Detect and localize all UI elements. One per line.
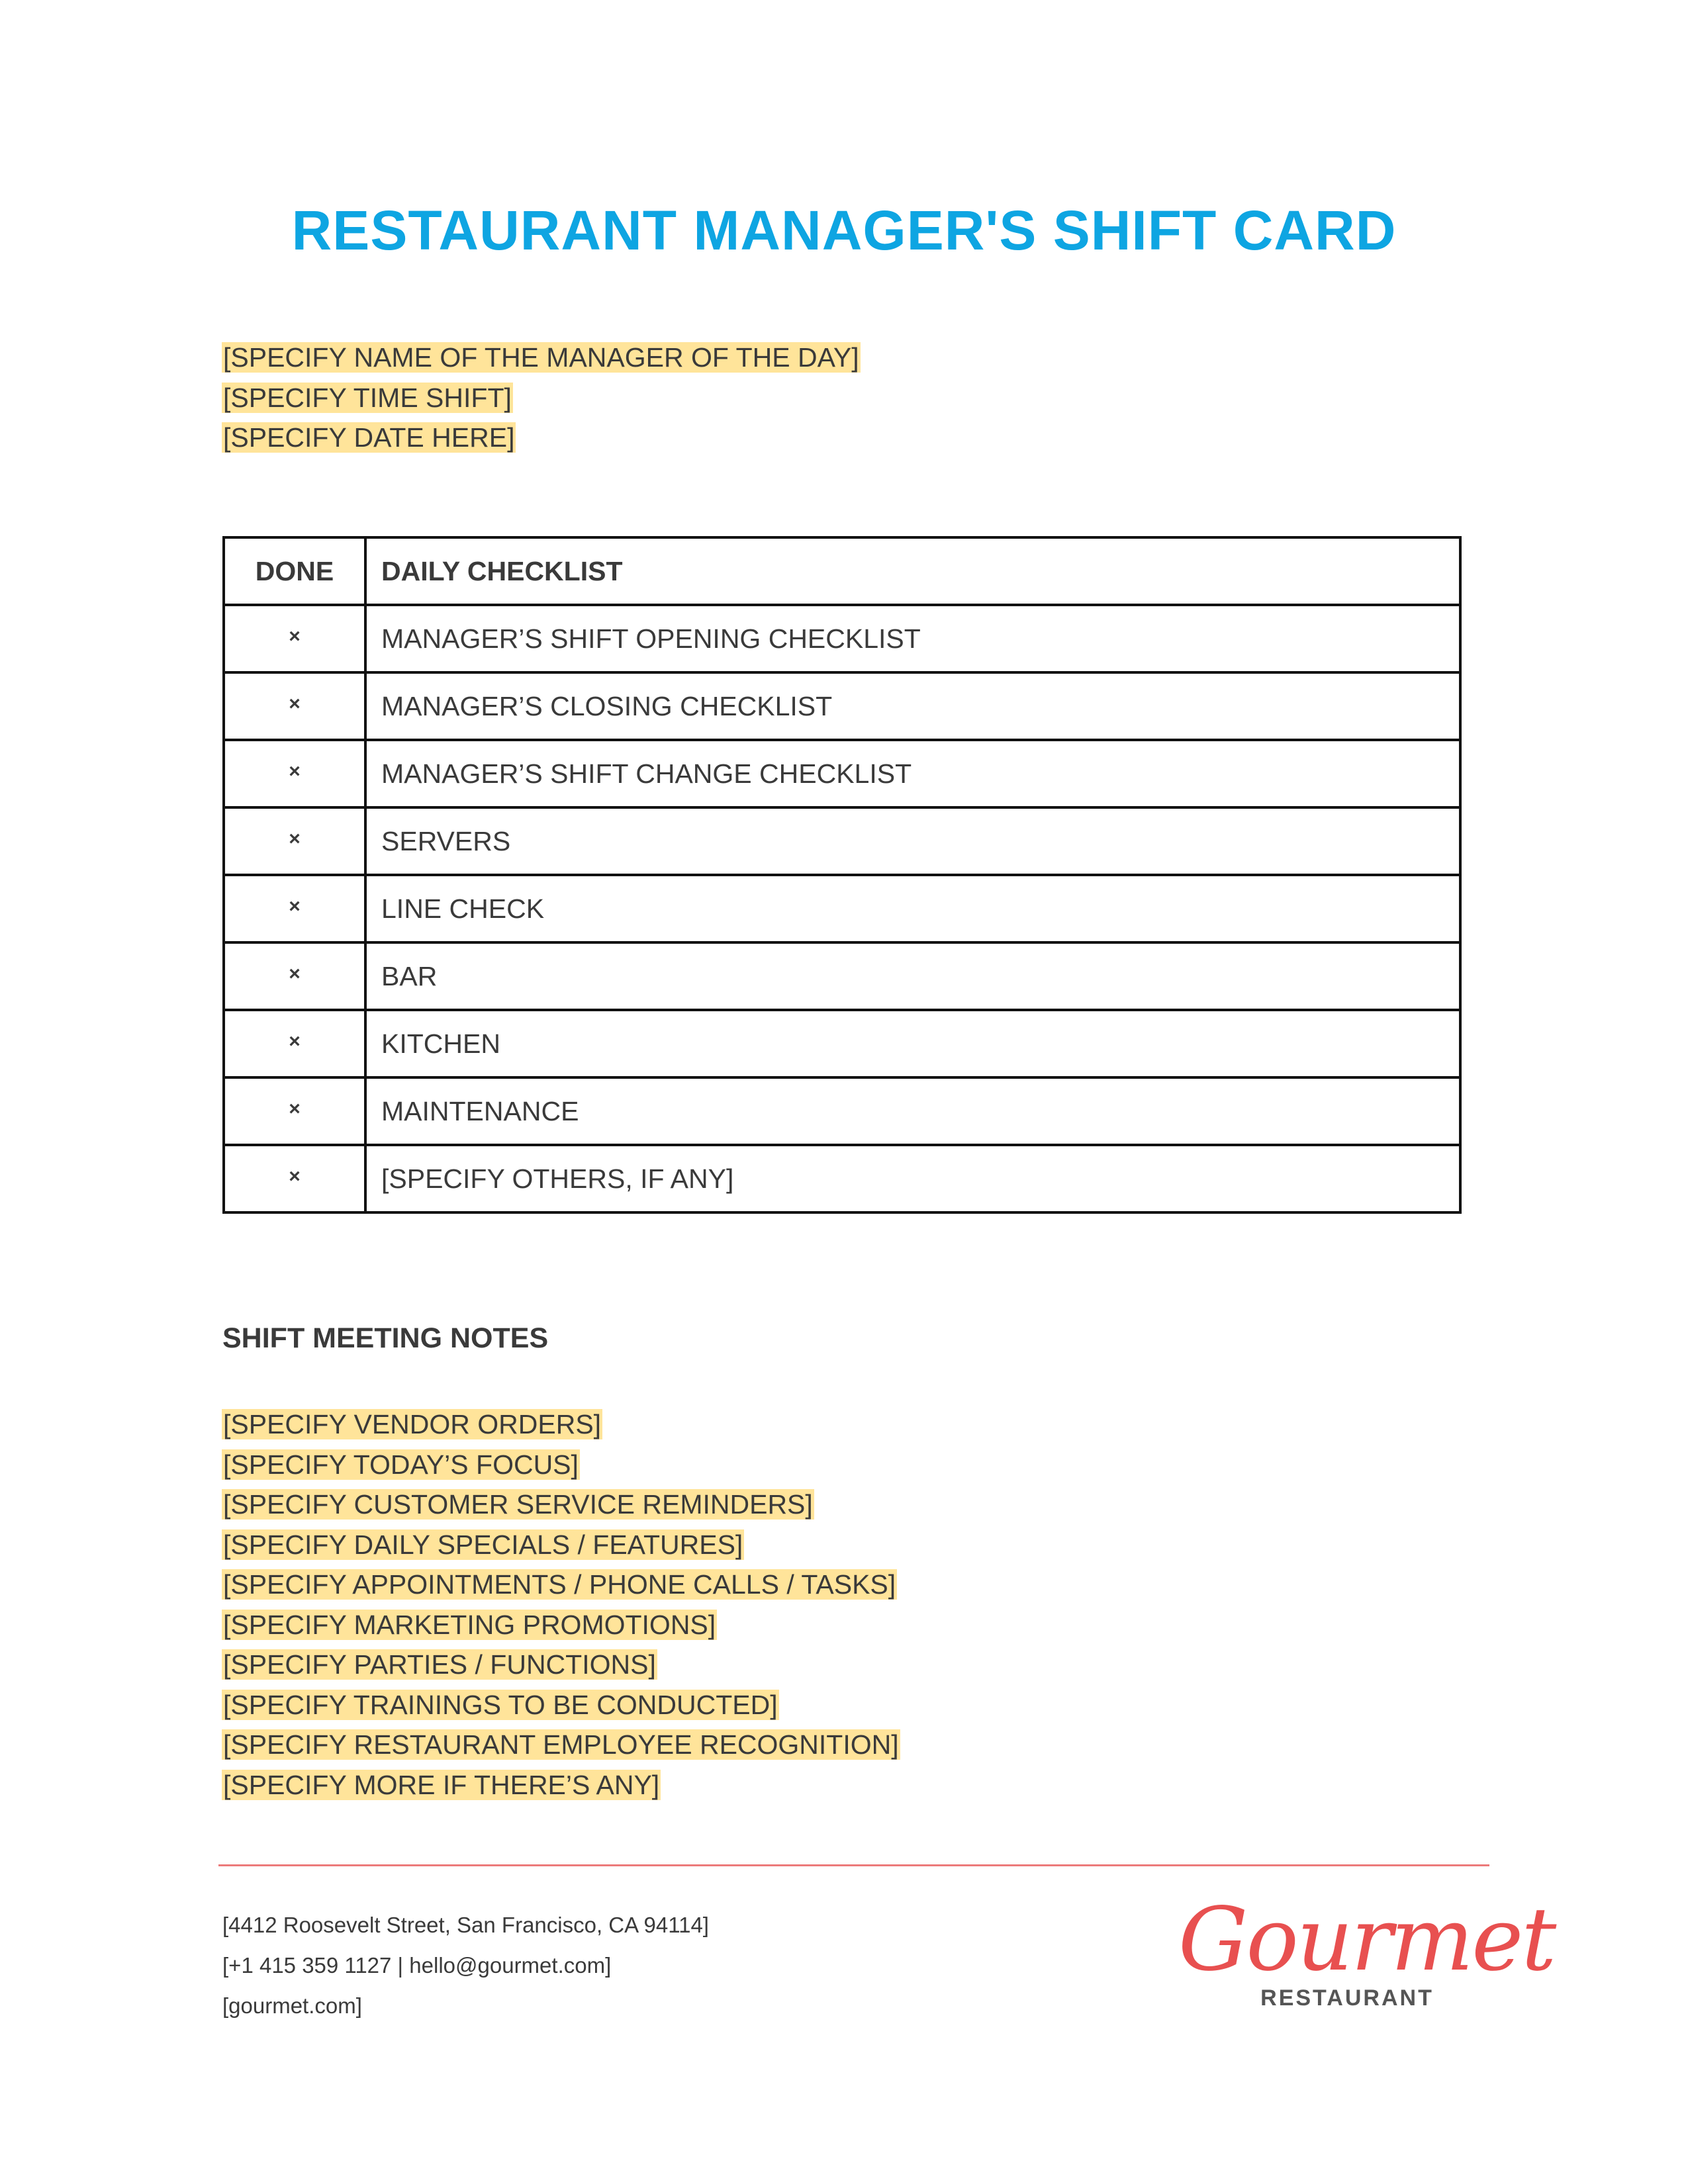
- logo-subtitle: RESTAURANT: [1260, 1985, 1434, 2011]
- daily-checklist-table: [222, 536, 1462, 1214]
- done-column-header: DONE: [224, 537, 365, 605]
- note-placeholder: [SPECIFY PARTIES / FUNCTIONS]: [223, 1649, 656, 1680]
- done-cell[interactable]: [224, 942, 365, 1010]
- list-item[interactable]: [222, 1445, 900, 1485]
- list-item[interactable]: [222, 1605, 900, 1645]
- date-field[interactable]: [222, 418, 861, 458]
- checklist-item: BAR: [365, 942, 1460, 1010]
- checklist-item: LINE CHECK: [365, 875, 1460, 942]
- x-mark-icon: ×: [289, 1165, 301, 1187]
- x-mark-icon: ×: [289, 1097, 301, 1120]
- table-row: [224, 1145, 1460, 1212]
- x-mark-icon: ×: [289, 1030, 301, 1052]
- table-row: [224, 942, 1460, 1010]
- done-cell[interactable]: [224, 740, 365, 807]
- note-placeholder: [SPECIFY VENDOR ORDERS]: [223, 1409, 602, 1439]
- note-placeholder: [SPECIFY MORE IF THERE’S ANY]: [223, 1769, 660, 1800]
- checklist-item: MANAGER’S CLOSING CHECKLIST: [365, 672, 1460, 740]
- table-row: [224, 672, 1460, 740]
- x-mark-icon: ×: [289, 692, 301, 715]
- time-shift-placeholder: [SPECIFY TIME SHIFT]: [223, 382, 512, 413]
- list-item[interactable]: [222, 1645, 900, 1685]
- header-fields: [222, 338, 861, 458]
- done-cell[interactable]: [224, 1077, 365, 1145]
- manager-name-field[interactable]: [222, 338, 861, 378]
- shift-meeting-notes-list: [222, 1404, 900, 1805]
- x-mark-icon: ×: [289, 625, 301, 647]
- table-row: [224, 1010, 1460, 1077]
- done-cell[interactable]: [224, 605, 365, 672]
- shift-meeting-notes-heading: SHIFT MEETING NOTES: [222, 1322, 549, 1354]
- table-row: [224, 605, 1460, 672]
- note-placeholder: [SPECIFY APPOINTMENTS / PHONE CALLS / TASKS]: [223, 1569, 896, 1600]
- table-row: [224, 1077, 1460, 1145]
- table-row: [224, 740, 1460, 807]
- x-mark-icon: ×: [289, 760, 301, 782]
- list-item[interactable]: [222, 1404, 900, 1445]
- time-shift-field[interactable]: [222, 378, 861, 418]
- list-item[interactable]: [222, 1525, 900, 1565]
- x-mark-icon: ×: [289, 827, 301, 850]
- done-cell[interactable]: [224, 1010, 365, 1077]
- footer-phone-email: [+1 415 359 1127 | hello@gourmet.com]: [222, 1953, 612, 1978]
- done-cell[interactable]: [224, 1145, 365, 1212]
- checklist-item: MANAGER’S SHIFT OPENING CHECKLIST: [365, 605, 1460, 672]
- date-placeholder: [SPECIFY DATE HERE]: [223, 422, 515, 453]
- note-placeholder: [SPECIFY MARKETING PROMOTIONS]: [223, 1609, 716, 1640]
- note-placeholder: [SPECIFY DAILY SPECIALS / FEATURES]: [223, 1529, 743, 1560]
- daily-checklist-column-header: DAILY CHECKLIST: [365, 537, 1460, 605]
- gourmet-logo: [1178, 1889, 1555, 2016]
- manager-name-placeholder: [SPECIFY NAME OF THE MANAGER OF THE DAY]: [223, 342, 859, 373]
- table-row: [224, 875, 1460, 942]
- list-item[interactable]: [222, 1565, 900, 1605]
- list-item[interactable]: [222, 1484, 900, 1525]
- table-row: [224, 807, 1460, 875]
- list-item[interactable]: [222, 1685, 900, 1725]
- checklist-item: [SPECIFY OTHERS, IF ANY]: [365, 1145, 1460, 1212]
- done-cell[interactable]: [224, 807, 365, 875]
- checklist-item: MAINTENANCE: [365, 1077, 1460, 1145]
- checklist-item: SERVERS: [365, 807, 1460, 875]
- x-mark-icon: ×: [289, 895, 301, 917]
- table-header-row: [224, 537, 1460, 605]
- footer-address: [4412 Roosevelt Street, San Francisco, CA 94114]: [222, 1913, 709, 1937]
- page-title: RESTAURANT MANAGER'S SHIFT CARD: [291, 199, 1397, 261]
- note-placeholder: [SPECIFY RESTAURANT EMPLOYEE RECOGNITION]: [223, 1729, 899, 1760]
- logo-wordmark: Gourmet: [1178, 1889, 1555, 1991]
- checklist-item: KITCHEN: [365, 1010, 1460, 1077]
- note-placeholder: [SPECIFY TRAININGS TO BE CONDUCTED]: [223, 1689, 778, 1720]
- note-placeholder: [SPECIFY TODAY’S FOCUS]: [223, 1449, 579, 1480]
- x-mark-icon: ×: [289, 962, 301, 985]
- list-item[interactable]: [222, 1765, 900, 1805]
- note-placeholder: [SPECIFY CUSTOMER SERVICE REMINDERS]: [223, 1489, 813, 1520]
- footer-divider: [218, 1864, 1489, 1866]
- done-cell[interactable]: [224, 875, 365, 942]
- done-cell[interactable]: [224, 672, 365, 740]
- footer-website: [gourmet.com]: [222, 1993, 362, 2018]
- checklist-item: MANAGER’S SHIFT CHANGE CHECKLIST: [365, 740, 1460, 807]
- footer-contact-info: [222, 1905, 709, 2026]
- list-item[interactable]: [222, 1725, 900, 1765]
